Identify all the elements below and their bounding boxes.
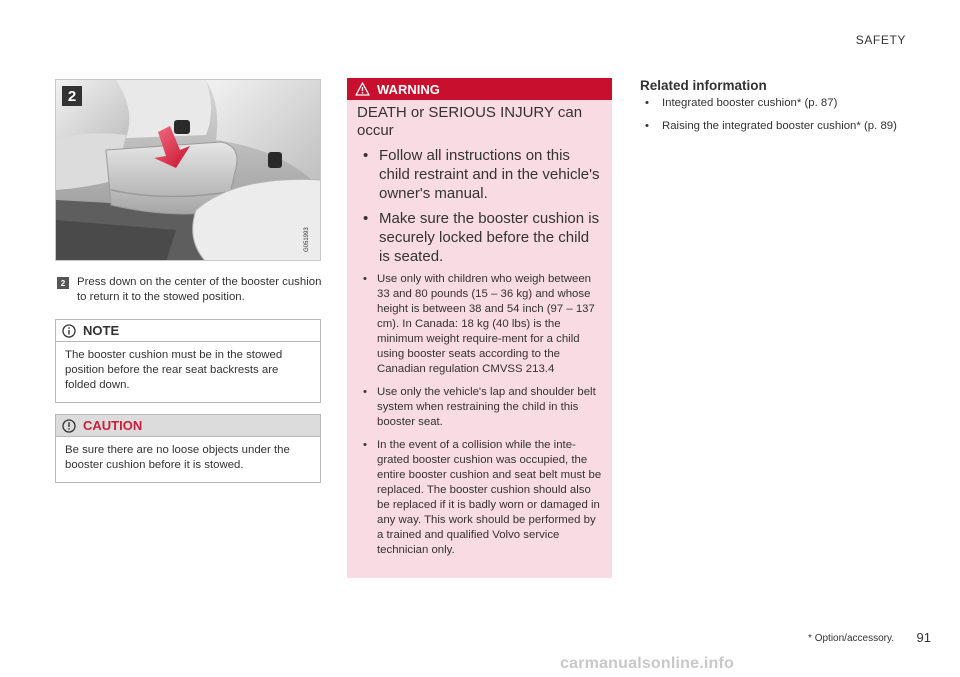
figure-image-code: G051993 [304,227,310,252]
step-instruction [57,275,322,305]
warning-triangle-icon [355,82,370,96]
step-text: Press down on the center of the booster cushion to return it to the stowed position. [77,276,322,303]
related-link-item [640,96,905,111]
caution-title: CAUTION [83,418,143,433]
footnote: * Option/accessory. [808,633,894,644]
related-link-raising-booster[interactable]: Raising the integrated booster cushion* (p. 89) [662,120,897,132]
note-body: The booster cushion must be in the stowed position before the rear seat backrests are folded down. [65,349,283,391]
exclamation-circle-icon [62,419,76,433]
related-title: Related information [640,78,767,93]
warning-lead: DEATH or SERIOUS INJURY can occur [357,104,583,139]
watermark-text: carmanualsonline.info [560,655,735,672]
warning-minor-item: • Use only with children who weigh between 33 and 80 pounds (15 – 36 kg) and whose height is between 38 and 54 inch (97 – 137 cm). In Canada: 18 kg (40 lbs) is the minimum weight require-ment for a child using booster seats according to the Canadian regulation CMVSS 213.4 [357,272,602,377]
warning-major-item: • Follow all instructions on this child restraint and in the vehicle's owner's manual. [357,146,602,203]
warning-header [347,78,612,100]
step-badge: 2 [57,277,69,289]
related-links-list [640,96,905,134]
section-title: SAFETY [855,33,906,47]
caution-body: Be sure there are no loose objects under the booster cushion before it is stowed. [65,444,290,471]
note-box [55,319,321,403]
warning-major-list [357,146,602,266]
buckle-left-shape [174,120,190,134]
note-header [56,320,320,342]
info-circle-icon [62,324,76,338]
warning-minor-item: • Use only the vehicle's lap and shoulder belt system when restraining the child in this booster seat. [357,385,602,430]
warning-minor-item: • In the event of a collision while the inte-grated booster cushion was occupied, the entire booster cushion and seat belt must be replaced. The booster cushion should also be replaced if it is badly worn or damaged in any way. This work should be performed by a trained and qualified Volvo service technician only. [357,438,602,558]
warning-panel [347,78,612,578]
related-link-integrated-booster[interactable]: Integrated booster cushion* (p. 87) [662,97,838,109]
figure-step-number: 2 [67,88,77,105]
warning-body [347,100,612,558]
seat-illustration-svg [56,80,321,261]
buckle-right-shape [268,152,282,168]
page-number: 91 [916,630,931,645]
booster-cushion-illustration [55,79,321,261]
warning-minor-list [357,272,602,558]
related-information [640,78,905,142]
note-title: NOTE [83,323,120,338]
caution-box [55,414,321,483]
warning-title: WARNING [377,81,440,97]
caution-header [56,415,320,437]
related-link-item [640,119,905,134]
warning-major-item: • Make sure the booster cushion is securely locked before the child is seated. [357,209,602,266]
